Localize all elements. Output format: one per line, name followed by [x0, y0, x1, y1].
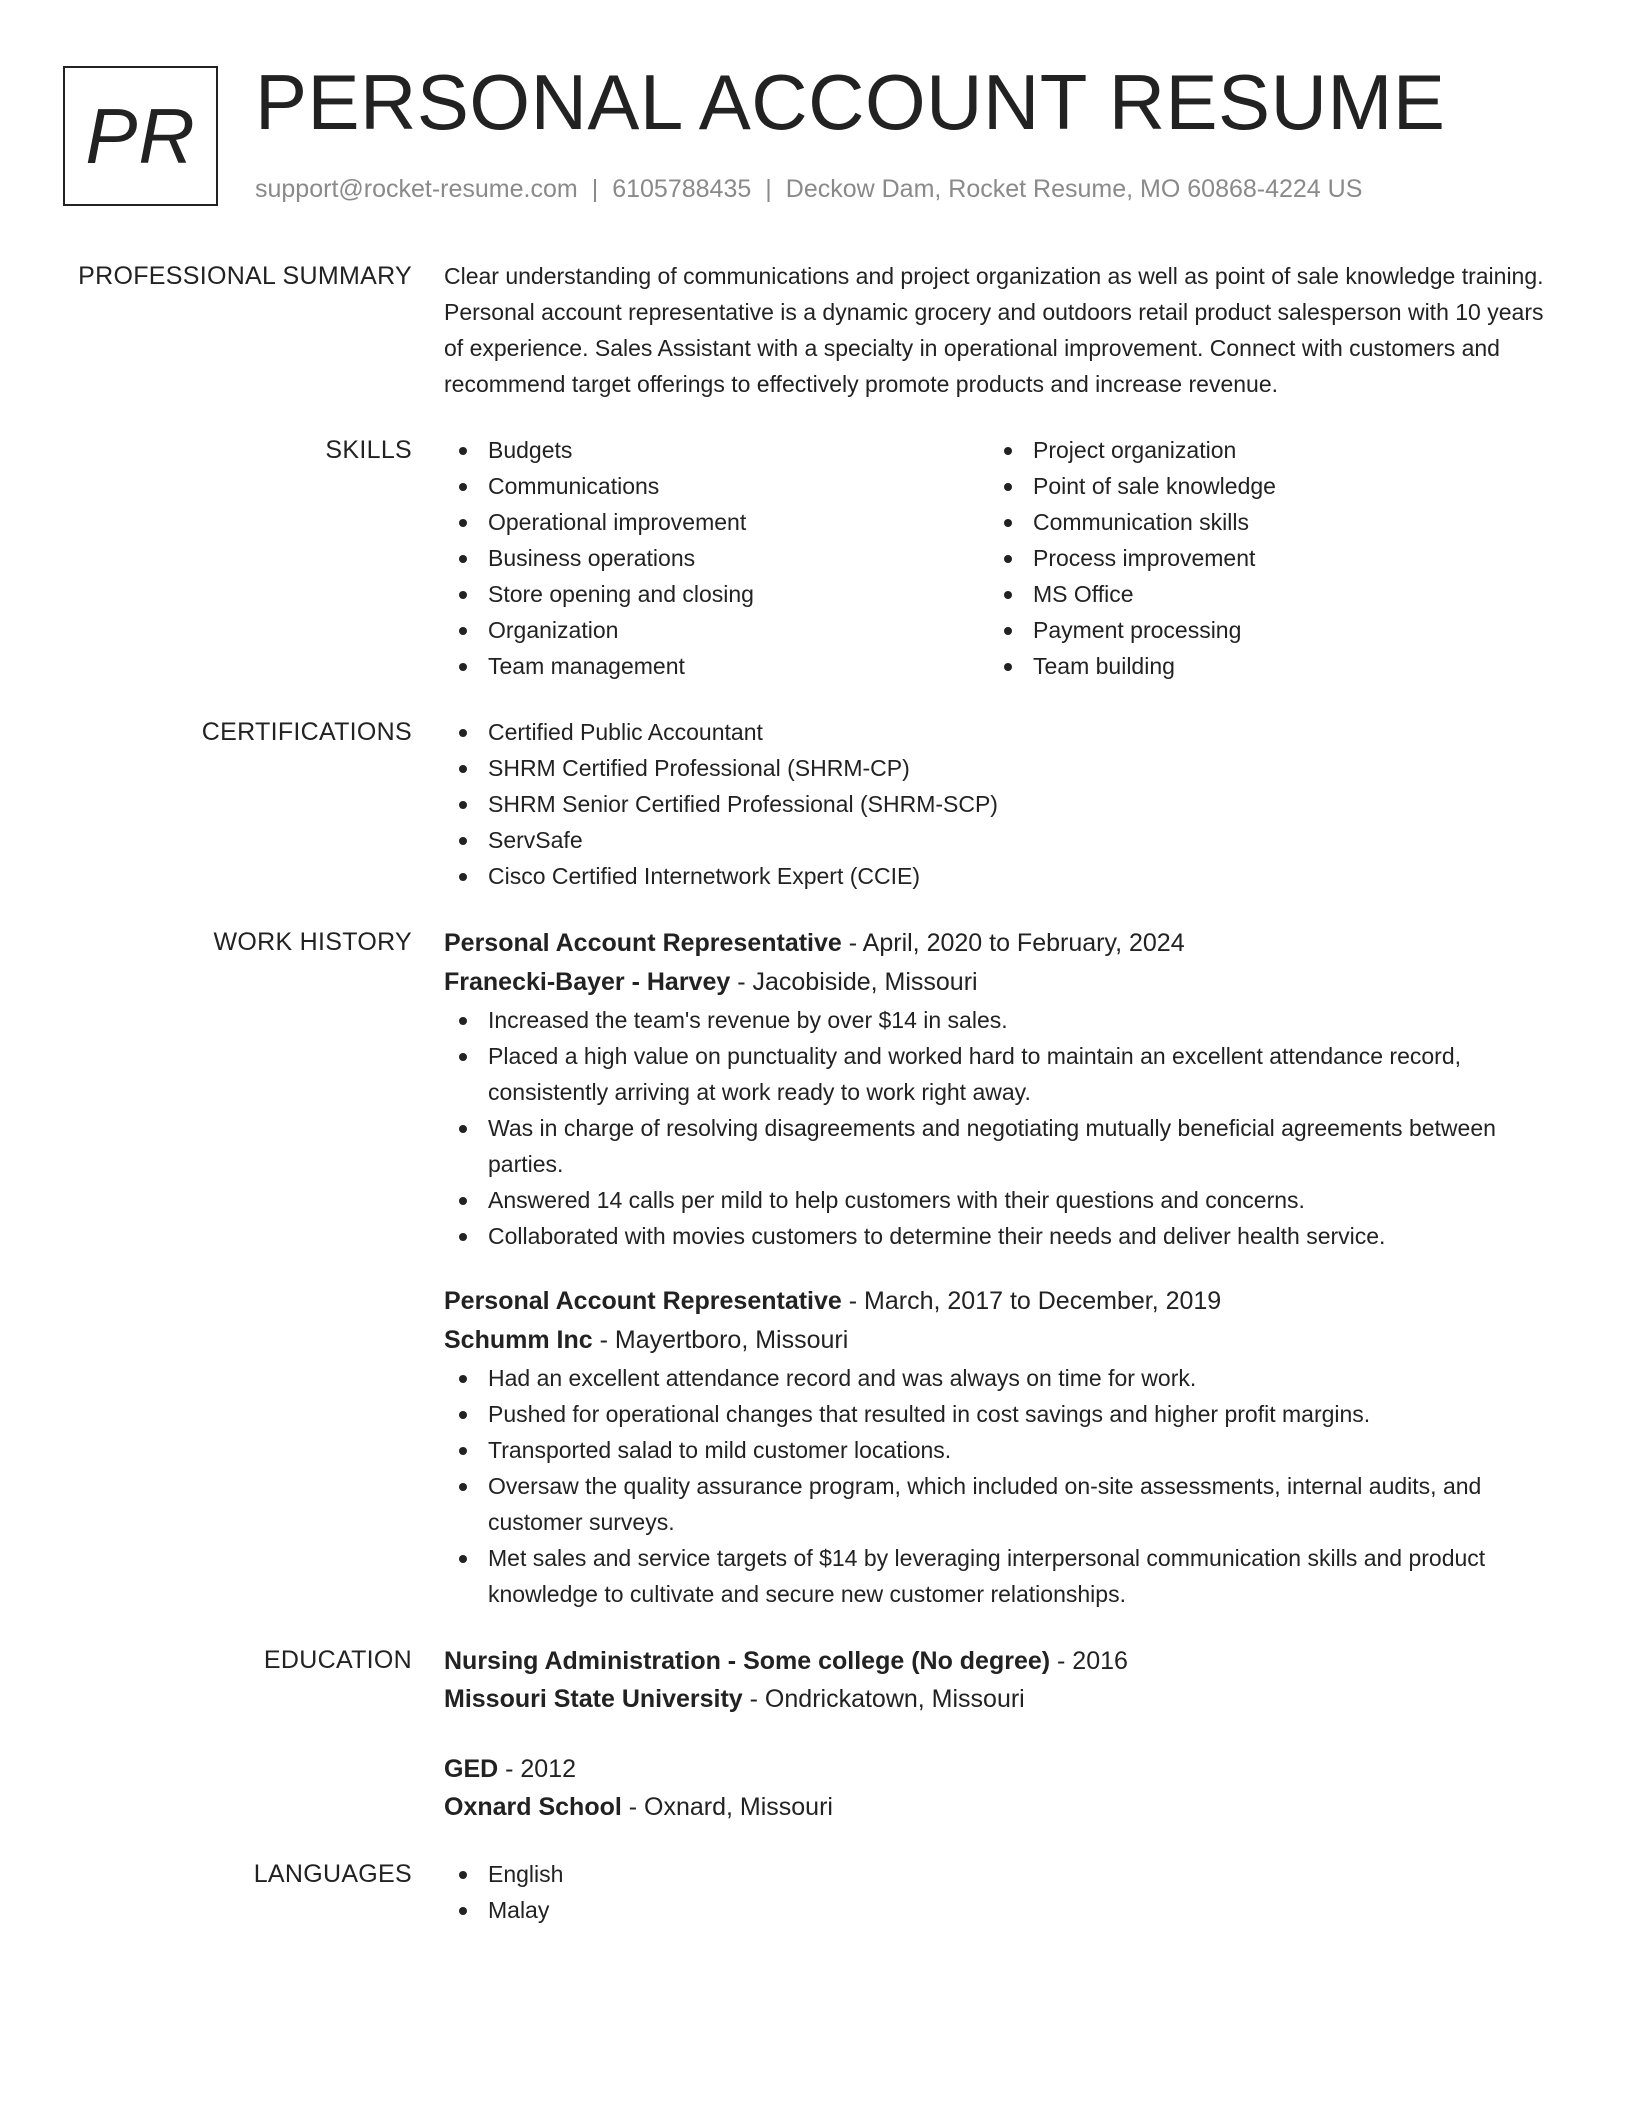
job-dates: - March, 2017 to December, 2019	[841, 1287, 1222, 1315]
languages-list	[444, 1856, 1552, 1928]
summary-body	[444, 258, 1552, 402]
job-duties-list	[444, 1002, 1552, 1254]
section-heading: SKILLS	[325, 436, 412, 464]
job-location: - Mayertboro, Missouri	[592, 1326, 849, 1354]
certifications-list	[444, 714, 1552, 894]
skills-body	[444, 432, 1552, 684]
skill-item: Team building	[989, 648, 1534, 684]
education-school: Missouri State University	[444, 1685, 743, 1713]
section-heading: PROFESSIONAL SUMMARY	[78, 262, 412, 290]
monogram-text: PR	[85, 91, 196, 180]
job-entry	[444, 924, 1552, 1254]
skill-item: Business operations	[444, 540, 989, 576]
certification-item: SHRM Certified Professional (SHRM-CP)	[444, 750, 1552, 786]
job-duty-item: Placed a high value on punctuality and worked hard to maintain an excellent attendance record, consistently arriving at work ready to work right away.	[444, 1038, 1552, 1110]
contact-separator: |	[765, 175, 772, 203]
job-title-line	[444, 924, 1552, 963]
education-year: - 2016	[1050, 1647, 1128, 1675]
certification-item: ServSafe	[444, 822, 1552, 858]
job-title: Personal Account Representative	[444, 1287, 842, 1315]
job-location: - Jacobiside, Missouri	[730, 968, 978, 996]
certifications-body	[444, 714, 1552, 894]
contact-info	[255, 172, 1362, 206]
education-school-line	[444, 1788, 1552, 1826]
summary-text: Clear understanding of communications and project organization as well as point of sale knowledge training. Personal account representative is a dynamic grocery and outdoors retail product salesperson with 10 years of experience. Sales Assistant with a specialty in operational improvement. Connect with customers and recommend target offerings to effectively promote products and increase revenue.	[444, 263, 1544, 397]
job-company: Schumm Inc	[444, 1326, 593, 1354]
education-body	[444, 1642, 1552, 1826]
skills-grid	[444, 432, 1552, 684]
section-heading: WORK HISTORY	[213, 928, 412, 956]
job-duty-item: Pushed for operational changes that resulted in cost savings and higher profit margins.	[444, 1396, 1552, 1432]
education-school: Oxnard School	[444, 1793, 622, 1821]
education-degree: Nursing Administration - Some college (No degree)	[444, 1647, 1051, 1675]
certification-item: SHRM Senior Certified Professional (SHRM-SCP)	[444, 786, 1552, 822]
job-duty-item: Transported salad to mild customer locations.	[444, 1432, 1552, 1468]
skill-item: Communications	[444, 468, 989, 504]
section-heading: LANGUAGES	[253, 1860, 412, 1888]
job-title: Personal Account Representative	[444, 929, 842, 957]
skills-column-left	[444, 432, 989, 684]
contact-address: Deckow Dam, Rocket Resume, MO 60868-4224 US	[785, 175, 1363, 203]
contact-separator: |	[591, 175, 599, 203]
job-duty-item: Collaborated with movies customers to determine their needs and deliver health service.	[444, 1218, 1552, 1254]
education-section	[0, 1642, 1632, 1826]
job-duty-item: Had an excellent attendance record and was always on time for work.	[444, 1360, 1552, 1396]
skill-item: Project organization	[989, 432, 1534, 468]
skill-item: Team management	[444, 648, 989, 684]
skill-item: Store opening and closing	[444, 576, 989, 612]
job-duties-list	[444, 1360, 1552, 1612]
skill-item: Communication skills	[989, 504, 1534, 540]
education-school-line	[444, 1680, 1552, 1718]
education-location: - Ondrickatown, Missouri	[742, 1685, 1025, 1713]
resume-sections	[0, 258, 1632, 1958]
job-entry	[444, 1282, 1552, 1612]
job-duty-item: Oversaw the quality assurance program, which included on-site assessments, internal audits, and customer surveys.	[444, 1468, 1552, 1540]
skill-item: Payment processing	[989, 612, 1534, 648]
job-company-line	[444, 963, 1552, 1002]
job-title-line	[444, 1282, 1552, 1321]
certification-item: Cisco Certified Internetwork Expert (CCIE)	[444, 858, 1552, 894]
education-entry	[444, 1642, 1552, 1718]
skills-column-right	[989, 432, 1534, 684]
education-degree: GED	[444, 1755, 499, 1783]
language-item: Malay	[444, 1892, 1552, 1928]
education-location: - Oxnard, Missouri	[621, 1793, 833, 1821]
section-heading: EDUCATION	[263, 1646, 412, 1674]
education-entry	[444, 1750, 1552, 1826]
skill-item: Point of sale knowledge	[989, 468, 1534, 504]
monogram-logo	[63, 66, 218, 206]
education-year: - 2012	[498, 1755, 577, 1783]
job-duty-item: Met sales and service targets of $14 by leveraging interpersonal communication skills and product knowledge to cultivate and secure new customer relationships.	[444, 1540, 1552, 1612]
contact-phone[interactable]: 6105788435	[612, 175, 752, 203]
work-history-section	[0, 924, 1632, 1612]
certifications-section	[0, 714, 1632, 894]
summary-section	[0, 258, 1632, 402]
job-duty-item: Was in charge of resolving disagreements and negotiating mutually beneficial agreements between parties.	[444, 1110, 1552, 1182]
skill-item: MS Office	[989, 576, 1534, 612]
languages-body	[444, 1856, 1552, 1928]
skills-section	[0, 432, 1632, 684]
job-duty-item: Increased the team's revenue by over $14 in sales.	[444, 1002, 1552, 1038]
skill-item: Budgets	[444, 432, 989, 468]
job-duty-item: Answered 14 calls per mild to help customers with their questions and concerns.	[444, 1182, 1552, 1218]
skill-item: Organization	[444, 612, 989, 648]
language-item: English	[444, 1856, 1552, 1892]
work-history-body	[444, 924, 1552, 1612]
skill-item: Process improvement	[989, 540, 1534, 576]
skill-item: Operational improvement	[444, 504, 989, 540]
job-company-line	[444, 1321, 1552, 1360]
job-company: Franecki-Bayer - Harvey	[444, 968, 731, 996]
contact-email[interactable]: support@rocket-resume.com	[255, 175, 578, 203]
education-degree-line	[444, 1642, 1552, 1680]
certification-item: Certified Public Accountant	[444, 714, 1552, 750]
page-title: PERSONAL ACCOUNT RESUME	[255, 58, 1446, 146]
section-heading: CERTIFICATIONS	[201, 718, 412, 746]
job-dates: - April, 2020 to February, 2024	[841, 929, 1185, 957]
education-degree-line	[444, 1750, 1552, 1788]
languages-section	[0, 1856, 1632, 1928]
